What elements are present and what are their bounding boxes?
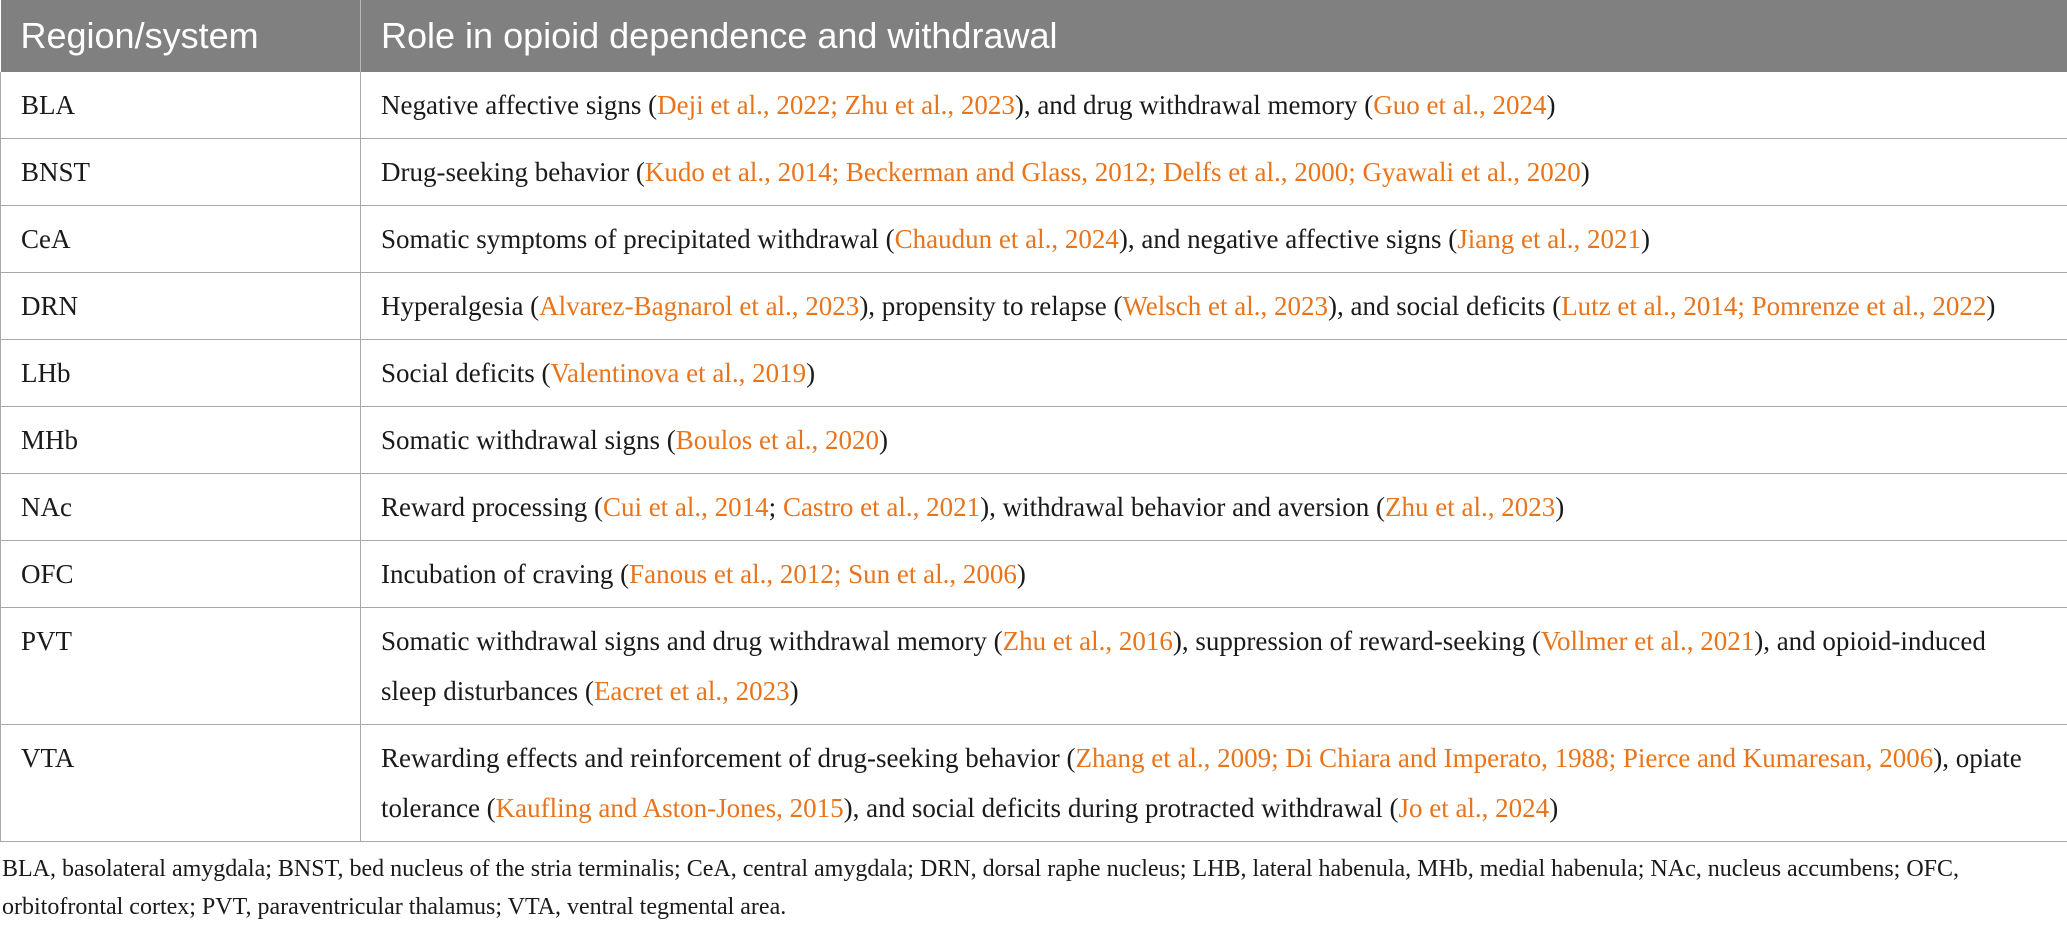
table-row: [1, 139, 2067, 206]
role-text: ): [1546, 90, 1556, 120]
citation-link[interactable]: Jo et al., 2024: [1398, 793, 1550, 823]
role-text: ): [1580, 157, 1590, 187]
citation-link[interactable]: Guo et al., 2024: [1373, 90, 1547, 120]
table-row: [1, 725, 2067, 842]
role-text: Negative affective signs (: [381, 90, 658, 120]
role-cell: [361, 139, 2067, 206]
role-text: ): [789, 676, 799, 706]
table-row: [1, 474, 2067, 541]
region-cell: LHb: [1, 340, 361, 407]
region-cell: BNST: [1, 139, 361, 206]
citation-link[interactable]: Lutz et al., 2014; Pomrenze et al., 2022: [1561, 291, 1987, 321]
role-text: Somatic symptoms of precipitated withdrawal (: [381, 224, 895, 254]
role-text: Reward processing (: [381, 492, 603, 522]
table-row: [1, 608, 2067, 725]
citation-link[interactable]: Jiang et al., 2021: [1457, 224, 1641, 254]
role-text: ): [1016, 559, 1026, 589]
table-row: [1, 340, 2067, 407]
header-row: [1, 0, 2067, 72]
role-text: ): [878, 425, 888, 455]
role-text: Drug-seeking behavior (: [381, 157, 645, 187]
role-text: Social deficits (: [381, 358, 551, 388]
role-text: ): [1640, 224, 1650, 254]
role-text: Incubation of craving (: [381, 559, 630, 589]
table-row: [1, 273, 2067, 340]
role-text: ): [806, 358, 816, 388]
role-cell: [361, 725, 2067, 842]
role-cell: [361, 541, 2067, 608]
region-cell: VTA: [1, 725, 361, 842]
role-cell: [361, 206, 2067, 273]
citation-link[interactable]: Cui et al., 2014: [602, 492, 769, 522]
citation-link[interactable]: Welsch et al., 2023: [1122, 291, 1329, 321]
role-cell: [361, 72, 2067, 139]
table-row: [1, 407, 2067, 474]
role-text: ), propensity to relapse (: [859, 291, 1123, 321]
citation-link[interactable]: Kudo et al., 2014; Beckerman and Glass, 2012; Delfs et al., 2000; Gyawali et al., 2020: [644, 157, 1581, 187]
role-cell: [361, 273, 2067, 340]
citation-link[interactable]: Eacret et al., 2023: [593, 676, 790, 706]
role-text: ), and drug withdrawal memory (: [1014, 90, 1374, 120]
citation-link[interactable]: Castro et al., 2021: [782, 492, 981, 522]
citation-link[interactable]: Chaudun et al., 2024: [894, 224, 1119, 254]
role-cell: [361, 474, 2067, 541]
citation-link[interactable]: Kaufling and Aston-Jones, 2015: [495, 793, 844, 823]
role-text: ;: [768, 492, 783, 522]
region-cell: NAc: [1, 474, 361, 541]
citation-link[interactable]: Fanous et al., 2012; Sun et al., 2006: [629, 559, 1017, 589]
citation-link[interactable]: Deji et al., 2022; Zhu et al., 2023: [657, 90, 1015, 120]
region-cell: OFC: [1, 541, 361, 608]
header-region: Region/system: [1, 0, 361, 72]
citation-link[interactable]: Boulos et al., 2020: [675, 425, 879, 455]
role-text: ): [1549, 793, 1559, 823]
citation-link[interactable]: Valentinova et al., 2019: [550, 358, 807, 388]
role-text: Somatic withdrawal signs and drug withdrawal memory (: [381, 626, 1003, 656]
role-text: Hyperalgesia (: [381, 291, 540, 321]
role-text: ), and opioid-induced sleep disturbances (: [381, 626, 1986, 706]
role-text: ), and negative affective signs (: [1118, 224, 1458, 254]
table-body: [1, 72, 2067, 842]
role-cell: [361, 407, 2067, 474]
region-cell: CeA: [1, 206, 361, 273]
citation-link[interactable]: Zhu et al., 2023: [1385, 492, 1556, 522]
table-row: [1, 72, 2067, 139]
citation-link[interactable]: Zhu et al., 2016: [1002, 626, 1173, 656]
citation-link[interactable]: Zhang et al., 2009; Di Chiara and Imperato, 1988; Pierce and Kumaresan, 2006: [1075, 743, 1934, 773]
role-text: ), and social deficits (: [1328, 291, 1562, 321]
table-row: [1, 206, 2067, 273]
header-role: Role in opioid dependence and withdrawal: [361, 0, 2067, 72]
region-cell: MHb: [1, 407, 361, 474]
table-footnote: BLA, basolateral amygdala; BNST, bed nucleus of the stria terminalis; CeA, central amygdala; DRN, dorsal raphe nucleus; LHB, lateral habenula, MHb, medial habenula; NAc, nucleus accumbens; OFC, orbitofrontal cortex; PVT, paraventricular thalamus; VTA, ventral tegmental area.: [2, 856, 1960, 920]
table-header: [1, 0, 2067, 72]
role-cell: [361, 608, 2067, 725]
role-text: ): [1986, 291, 1996, 321]
role-text: Somatic withdrawal signs (: [381, 425, 676, 455]
role-text: Rewarding effects and reinforcement of drug-seeking behavior (: [381, 743, 1076, 773]
role-text: ), opiate tolerance (: [381, 743, 2022, 823]
role-cell: [361, 340, 2067, 407]
region-cell: DRN: [1, 273, 361, 340]
region-cell: PVT: [1, 608, 361, 725]
role-text: ): [1555, 492, 1565, 522]
table-row: [1, 541, 2067, 608]
role-text: ), suppression of reward-seeking (: [1172, 626, 1541, 656]
role-text: ), and social deficits during protracted withdrawal (: [843, 793, 1399, 823]
citation-link[interactable]: Vollmer et al., 2021: [1540, 626, 1755, 656]
region-cell: BLA: [1, 72, 361, 139]
role-text: ), withdrawal behavior and aversion (: [980, 492, 1386, 522]
citation-link[interactable]: Alvarez-Bagnarol et al., 2023: [539, 291, 860, 321]
